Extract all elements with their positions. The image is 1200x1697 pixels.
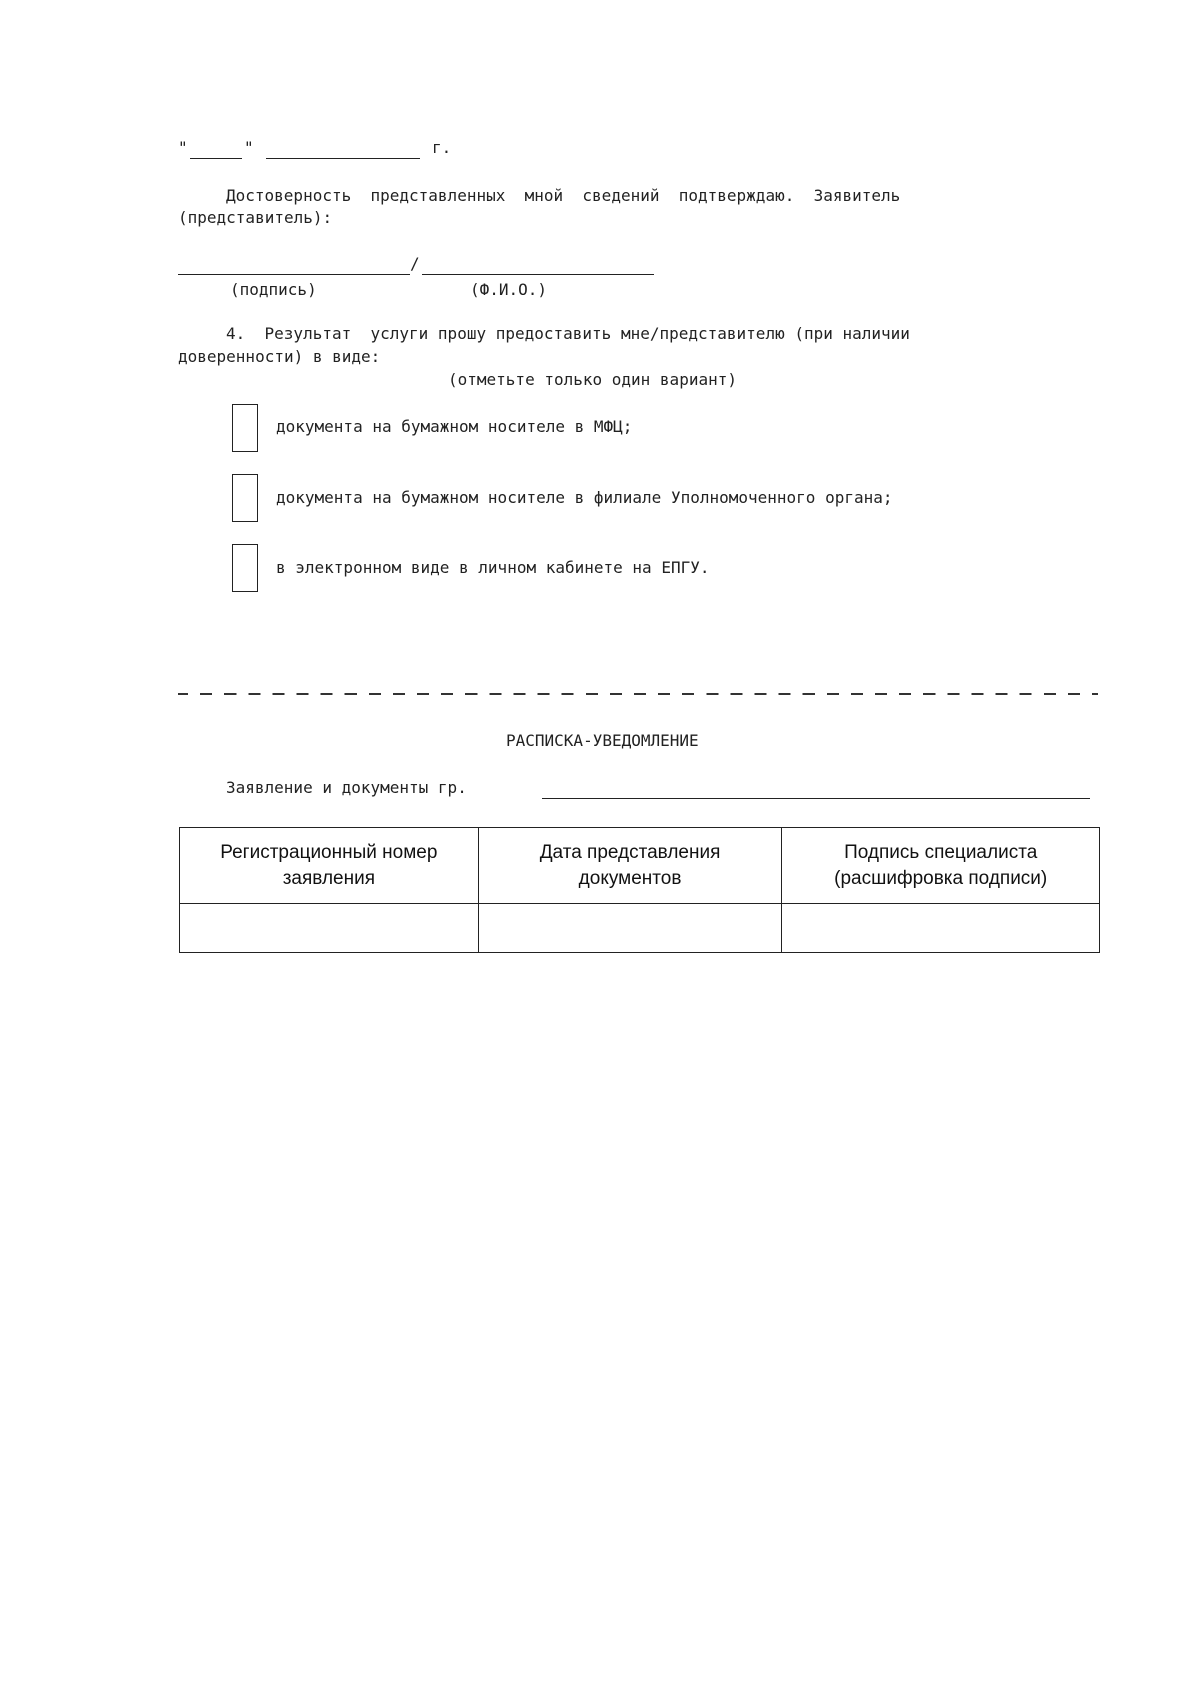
result-line2: доверенности) в виде: <box>178 347 381 366</box>
certification-line1: Достоверность представленных мной сведений подтверждаю. Заявитель <box>226 186 901 205</box>
option-mfc-label: документа на бумажном носителе в МФЦ; <box>276 417 633 436</box>
cut-line-separator <box>178 693 1098 695</box>
header-registration-number-line2: заявления <box>282 867 375 889</box>
result-hint: (отметьте только один вариант) <box>448 370 737 389</box>
header-specialist-signature-line1: Подпись специалиста <box>844 841 1038 863</box>
date-close-quote: " <box>244 138 254 157</box>
option-branch-label: документа на бумажном носителе в филиале Уполномоченного органа; <box>276 488 893 507</box>
signature-caption: (подпись) <box>230 280 317 299</box>
date-year-suffix: г. <box>432 138 452 157</box>
cell-submission-date[interactable] <box>478 904 782 953</box>
date-month-field[interactable] <box>266 158 420 159</box>
table-row <box>180 904 1100 953</box>
cell-registration-number[interactable] <box>180 904 479 953</box>
date-open-quote: " <box>178 138 188 157</box>
table-header-row <box>180 828 1100 904</box>
header-specialist-signature <box>782 828 1100 904</box>
certification-line2: (представитель): <box>178 208 333 227</box>
option-epgu-label: в электронном виде в личном кабинете на ЕПГУ. <box>276 558 710 577</box>
header-submission-date-line2: документов <box>578 867 682 889</box>
name-field[interactable] <box>422 274 654 275</box>
cell-specialist-signature[interactable] <box>782 904 1100 953</box>
header-specialist-signature-line2: (расшифровка подписи) <box>834 867 1048 889</box>
date-day-field[interactable] <box>190 158 242 159</box>
header-registration-number <box>180 828 479 904</box>
option-mfc-checkbox[interactable] <box>232 404 258 452</box>
signature-separator: / <box>410 254 420 273</box>
result-line1: 4. Результат услуги прошу предоставить мне/представителю (при наличии <box>226 324 910 343</box>
name-caption: (Ф.И.О.) <box>470 280 548 299</box>
header-submission-date <box>478 828 782 904</box>
applicant-name-field[interactable] <box>542 798 1090 799</box>
receipt-title: РАСПИСКА-УВЕДОМЛЕНИЕ <box>506 731 699 750</box>
header-submission-date-line1: Дата представления <box>539 841 721 863</box>
option-epgu-checkbox[interactable] <box>232 544 258 592</box>
applicant-prefix: Заявление и документы гр. <box>226 778 467 797</box>
signature-field[interactable] <box>178 274 410 275</box>
option-branch-checkbox[interactable] <box>232 474 258 522</box>
receipt-table <box>179 827 1100 953</box>
header-registration-number-line1: Регистрационный номер <box>220 841 438 863</box>
